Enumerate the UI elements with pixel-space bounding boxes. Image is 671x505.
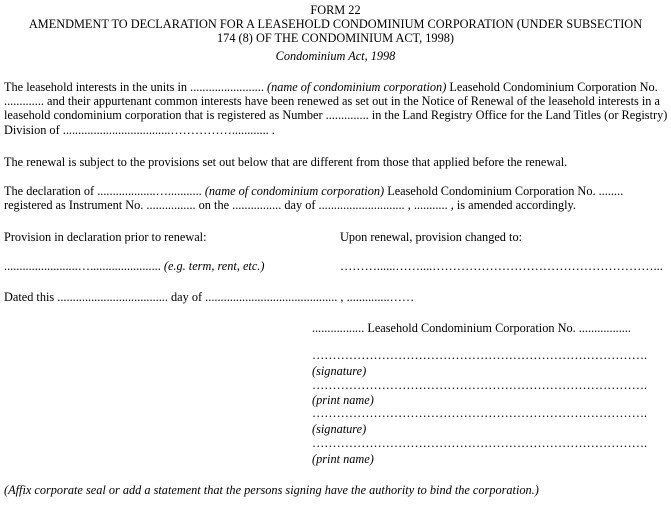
prior-provision-blank — [4, 259, 264, 273]
renewal-paragraph — [4, 80, 668, 137]
prior-provision-label: Provision in declaration prior to renewal: — [4, 230, 207, 244]
changed-provision-blank: ………......……....………………………………………………... — [340, 259, 663, 273]
renewal-text-start: The leasehold interests in the units in ........................ — [4, 80, 267, 94]
signature-line-2: ………………………………………………………………………. — [312, 406, 648, 420]
act-name: Condominium Act, 1998 — [275, 49, 396, 63]
dated-line: Dated this .................................... day of ........................................... , ..............…… — [4, 290, 415, 304]
print-name-label-1: (print name) — [312, 393, 374, 407]
declaration-text-rest: Leasehold Condominium Corporation No. ........ registered as Instrument No. ................ on the ................ day of ............................ , ........... , is amended accordingly. — [4, 184, 624, 213]
form-number: FORM 22 — [310, 3, 361, 17]
form-title-line-1: AMENDMENT TO DECLARATION FOR A LEASEHOLD CONDOMINIUM CORPORATION (UNDER SUBSECTION — [28, 17, 643, 31]
signature-line-1: ………………………………………………………………………. — [312, 348, 648, 362]
declaration-text-start: The declaration of ...................…........... — [4, 184, 205, 198]
provision-example-hint: (e.g. term, rent, etc.) — [163, 259, 265, 273]
form-title-line-2: 174 (8) OF THE CONDOMINIUM ACT, 1998) — [217, 31, 454, 45]
declaration-paragraph — [4, 184, 668, 212]
changed-provision-label: Upon renewal, provision changed to: — [340, 230, 523, 244]
renewal-text-rest: Leasehold Condominium Corporation No. ............. and their appurtenant common interests have been renewed as set out in the Notice of Renewal of the leasehold interests in a leasehold condominium corporation that is registered as Number .............. in the Land Registry Office for the Land Titles (or Registry) Division of ...................................……………............ . — [4, 80, 668, 137]
prior-provision-dots: ........................…....................... — [4, 259, 164, 273]
corporate-seal-note: (Affix corporate seal or add a statement that the persons signing have the authority to bind the corporation.) — [4, 483, 539, 497]
corporation-name-hint: (name of condominium corporation) — [266, 80, 447, 94]
print-name-label-2: (print name) — [312, 452, 374, 466]
signature-label-1: (signature) — [312, 364, 367, 378]
renewal-subject-paragraph: The renewal is subject to the provisions set out below that are different from those that applied before the renewal. — [4, 155, 568, 169]
signature-label-2: (signature) — [312, 422, 367, 436]
print-name-line-1: ………………………………………………………………………. — [312, 378, 648, 392]
corporation-name-hint: (name of condominium corporation) — [204, 184, 385, 198]
print-name-line-2: ………………………………………………………………………. — [312, 436, 648, 450]
corporation-line: ................. Leasehold Condominium Corporation No. ................. — [312, 321, 632, 335]
